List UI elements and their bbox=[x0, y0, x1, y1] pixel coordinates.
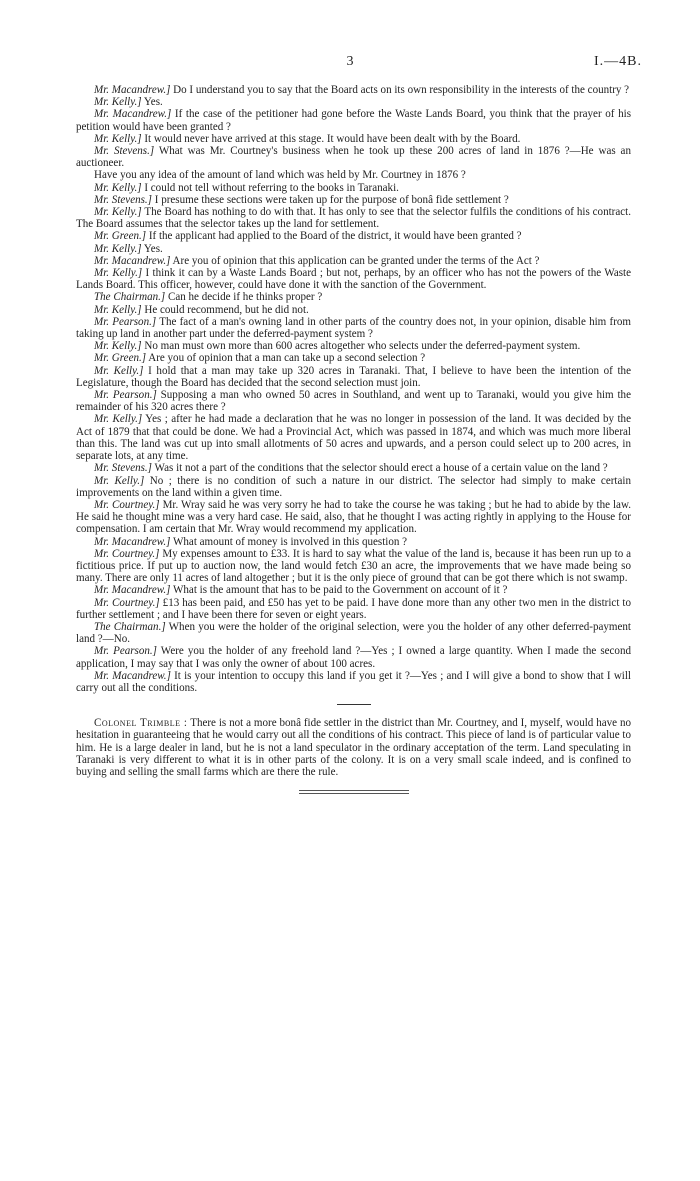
dialogue-paragraph bbox=[76, 133, 631, 145]
speaker-name: Mr. Kelly.] bbox=[94, 413, 143, 426]
speaker-name: Mr. Kelly.] bbox=[94, 242, 142, 255]
dialogue-text: No ; there is no condition of such a nature in our district. The selector had simply to make certain improvements on the land within a given time. bbox=[76, 474, 631, 499]
dialogue-paragraph bbox=[76, 316, 631, 340]
dialogue-text: I hold that a man may take up 320 acres in Taranaki. That, I believe to have been the intention of the Legislature, though the Board has decided that the second selection must join. bbox=[76, 364, 631, 389]
dialogue-text: Do I understand you to say that the Board acts on its own responsibility in the interests of the country ? bbox=[170, 84, 630, 96]
dialogue-paragraph bbox=[76, 169, 631, 181]
dialogue-paragraph bbox=[76, 108, 631, 132]
speaker-name: Mr. Stevens.] bbox=[94, 145, 155, 158]
dialogue-paragraph bbox=[76, 365, 631, 389]
dialogue-paragraph bbox=[76, 621, 631, 645]
document-body bbox=[76, 84, 631, 794]
speaker-name: Mr. Kelly.] bbox=[94, 206, 142, 219]
speaker-name: Mr. Kelly.] bbox=[94, 474, 145, 487]
dialogue-text: Were you the holder of any freehold land ?—Yes ; I owned a large quantity. When I made the second application, I may say that I was only the owner of about 100 acres. bbox=[76, 645, 631, 670]
dialogue-text: I presume these sections were taken up for the purpose of bonâ fide settlement ? bbox=[152, 193, 509, 206]
dialogue-text: When you were the holder of the original selection, were you the holder of any other deferred-payment land ?—No. bbox=[76, 620, 631, 646]
dialogue-paragraph bbox=[76, 462, 631, 474]
speaker-name: Mr. Macandrew.] bbox=[94, 108, 172, 121]
speaker-name: Mr. Pearson.] bbox=[94, 315, 157, 328]
dialogue-text: Can he decide if he thinks proper ? bbox=[165, 291, 323, 304]
dialogue-paragraph bbox=[76, 255, 631, 267]
dialogue-paragraph bbox=[76, 182, 631, 194]
speaker-name: Mr. Kelly.] bbox=[94, 340, 142, 353]
section-divider bbox=[337, 704, 371, 705]
dialogue-paragraph bbox=[76, 243, 631, 255]
dialogue-text: No man must own more than 600 acres altogether who selects under the deferred-payment system. bbox=[141, 340, 581, 353]
closing-statement bbox=[76, 717, 631, 778]
dialogue-text: Supposing a man who owned 50 acres in Southland, and went up to Taranaki, would you give him the remainder of his 320 acres there ? bbox=[76, 389, 631, 414]
dialogue-text: Mr. Wray said he was very sorry he had to take the course he was taking ; but he had to abide by the law. He said he thought mine was a very hard case. He said, also, that he thought I was acting rightly in applying to the House for compensation. I am certain that Mr. Wray would recommend my application. bbox=[76, 498, 631, 536]
dialogue-text: Are you of opinion that this application can be granted under the terms of the Act ? bbox=[170, 254, 540, 267]
speaker-name: Mr. Green.] bbox=[94, 230, 147, 243]
dialogue-paragraph bbox=[76, 194, 631, 206]
dialogue-paragraph bbox=[76, 413, 631, 462]
dialogue-text: The Board has nothing to do with that. It has only to see that the selector fulfils the conditions of his contract. The Board assumes that the selector takes up the land for settlement. bbox=[76, 206, 631, 231]
speaker-name: Mr. Macandrew.] bbox=[94, 84, 171, 96]
dialogue-text: Yes. bbox=[141, 242, 163, 255]
dialogue-text: Was it not a part of the conditions that the selector should erect a house of a certain value on the land ? bbox=[152, 462, 608, 475]
page-number: 3 bbox=[346, 54, 354, 69]
dialogue-text: Yes. bbox=[141, 96, 163, 109]
speaker-name: Mr. Kelly.] bbox=[94, 267, 143, 280]
speaker-name: Mr. Pearson.] bbox=[94, 389, 157, 402]
dialogue-text: What amount of money is involved in this question ? bbox=[170, 535, 408, 548]
speaker-name: The Chairman.] bbox=[94, 620, 166, 633]
dialogue-paragraph bbox=[76, 475, 631, 499]
dialogue-paragraph bbox=[76, 84, 631, 96]
dialogue-paragraph bbox=[76, 291, 631, 303]
closing-speaker: Colonel Trimble : bbox=[94, 717, 188, 730]
speaker-name: Mr. Kelly.] bbox=[94, 96, 142, 109]
dialogue-paragraph bbox=[76, 584, 631, 596]
speaker-name: Mr. Stevens.] bbox=[94, 193, 152, 206]
dialogue-text: My expenses amount to £33. It is hard to say what the value of the land is, because it has been run up to a fictitious price. If put up to auction now, the land would fetch £30 an acre, the improvements that we have made being so many. There are only 11 acres of land altogether ; but it is the only piece of ground that can be got there which is not swamp. bbox=[76, 547, 631, 585]
dialogue-text: It would never have arrived at this stage. It would have been dealt with by the Board. bbox=[141, 132, 521, 145]
dialogue-paragraph bbox=[76, 645, 631, 669]
speaker-name: Mr. Green.] bbox=[94, 352, 147, 365]
dialogue-paragraph bbox=[76, 267, 631, 291]
dialogue-text: He could recommend, but he did not. bbox=[141, 303, 309, 316]
closing-text: There is not a more bonâ fide settler in the district than Mr. Courtney, and I, myself, would have no hesitation in guaranteeing that he would carry out all the conditions of his contract. This piece of land is of particular value to him. He is a large dealer in land, but he is not a land speculator in the ordinary acceptation of the term. Land speculating in Taranaki is very different to what it is in other parts of the colony. It is on a very small scale indeed, and is confined to buying and selling the small farms which are there the rule. bbox=[76, 717, 631, 778]
dialogue-paragraph bbox=[76, 96, 631, 108]
dialogue-text: If the applicant had applied to the Board of the district, it would have been granted ? bbox=[146, 230, 522, 243]
dialogue-paragraph bbox=[76, 304, 631, 316]
dialogue-paragraph bbox=[76, 206, 631, 230]
speaker-name: Mr. Stevens.] bbox=[94, 462, 152, 475]
speaker-name: Mr. Kelly.] bbox=[94, 132, 142, 145]
evidence-dialogue bbox=[76, 84, 631, 694]
speaker-name: The Chairman.] bbox=[94, 291, 166, 304]
dialogue-text: Yes ; after he had made a declaration that he was no longer in possession of the land. It was decided by the Act of 1879 that that could be done. We had a Provincial Act, which was passed in 1874, and which was much more liberal than this. The land was cut up into small allotments of 50 acres and upwards, and a person could select up to 200 acres, in separate lots, at any time. bbox=[76, 413, 631, 463]
dialogue-text: Are you of opinion that a man can take up a second selection ? bbox=[146, 352, 426, 365]
speaker-name: Mr. Kelly.] bbox=[94, 364, 144, 377]
dialogue-paragraph bbox=[76, 597, 631, 621]
speaker-name: Mr. Macandrew.] bbox=[94, 254, 171, 267]
dialogue-paragraph bbox=[76, 352, 631, 364]
speaker-name: Mr. Courtney.] bbox=[94, 498, 160, 511]
dialogue-text: Have you any idea of the amount of land which was held by Mr. Courtney in 1876 ? bbox=[94, 169, 466, 182]
speaker-name: Mr. Kelly.] bbox=[94, 303, 142, 316]
speaker-name: Mr. Pearson.] bbox=[94, 645, 157, 658]
dialogue-paragraph bbox=[76, 548, 631, 585]
dialogue-text: What was Mr. Courtney's business when he took up these 200 acres of land in 1876 ?—He was an auctioneer. bbox=[76, 145, 631, 170]
dialogue-text: What is the amount that has to be paid to the Government on account of it ? bbox=[170, 584, 508, 597]
dialogue-text: £13 has been paid, and £50 has yet to be paid. I have done more than any other two men in the district to further settlement ; and I have been there for seven or eight years. bbox=[76, 596, 632, 621]
speaker-name: Mr. Kelly.] bbox=[94, 181, 142, 194]
dialogue-text: I think it can by a Waste Lands Board ; but not, perhaps, by an officer who has not the powers of the Waste Lands Board. This officer, however, could have done it with the sanction of the Government. bbox=[76, 267, 631, 292]
speaker-name: Mr. Macandrew.] bbox=[94, 535, 171, 548]
dialogue-paragraph bbox=[76, 340, 631, 352]
speaker-name: Mr. Courtney.] bbox=[94, 596, 160, 609]
speaker-name: Mr. Courtney.] bbox=[94, 547, 160, 560]
speaker-name: Mr. Macandrew.] bbox=[94, 669, 171, 682]
dialogue-text: If the case of the petitioner had gone before the Waste Lands Board, you think that the prayer of his petition would have been granted ? bbox=[76, 108, 631, 133]
dialogue-paragraph bbox=[76, 536, 631, 548]
dialogue-paragraph bbox=[76, 389, 631, 413]
dialogue-paragraph bbox=[76, 670, 631, 694]
dialogue-paragraph bbox=[76, 230, 631, 242]
dialogue-paragraph bbox=[76, 145, 631, 169]
dialogue-text: I could not tell without referring to the books in Taranaki. bbox=[141, 181, 399, 194]
speaker-name: Mr. Macandrew.] bbox=[94, 584, 171, 597]
dialogue-text: The fact of a man's owning land in other parts of the country does not, in your opinion, disable him from taking up land in another part under the deferred-payment system ? bbox=[76, 315, 631, 341]
dialogue-text: It is your intention to occupy this land if you get it ?—Yes ; and I will give a bond to show that I will carry out all the conditions. bbox=[76, 669, 631, 694]
document-reference: I.—4B. bbox=[594, 54, 642, 69]
dialogue-paragraph bbox=[76, 499, 631, 536]
end-rule bbox=[299, 790, 409, 794]
